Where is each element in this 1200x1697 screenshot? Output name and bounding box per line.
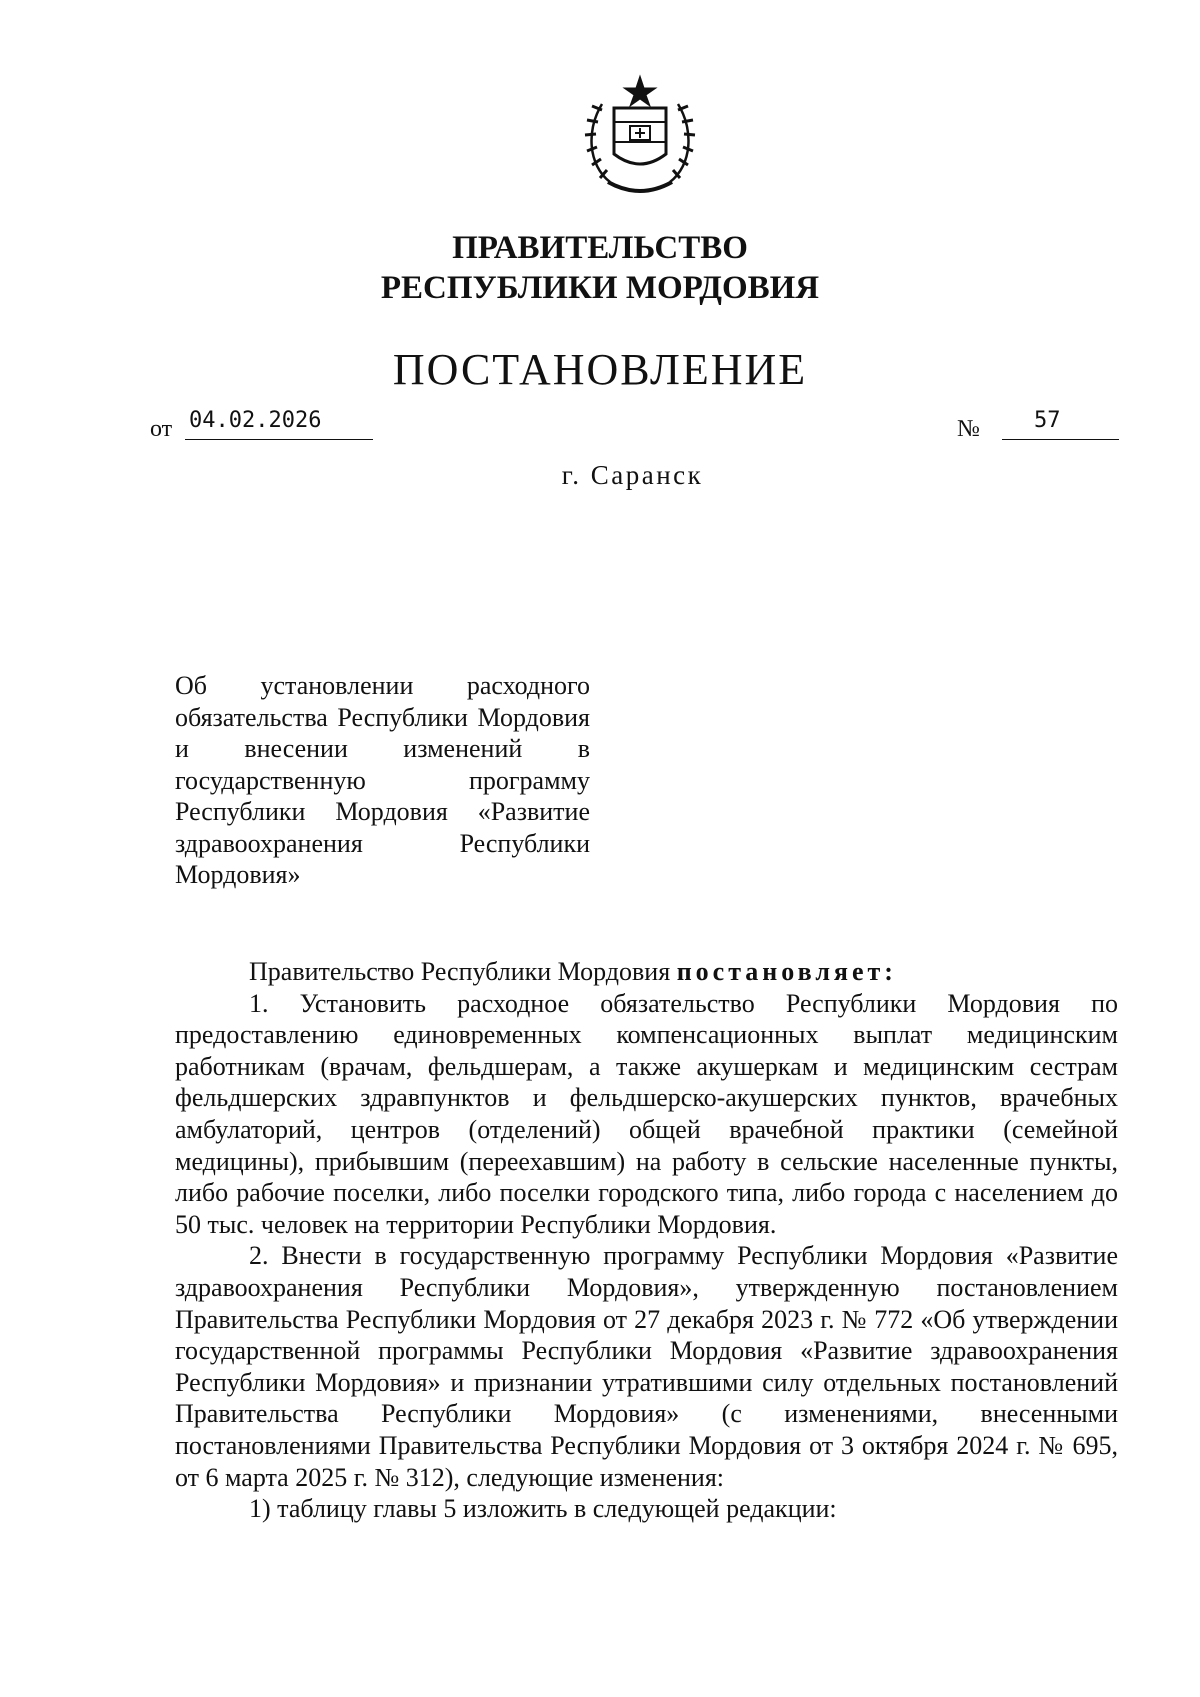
number-value: 57 [1034,408,1061,433]
number-field [1002,408,1119,440]
intro-verb: постановляет: [676,957,897,986]
intro-text: Правительство Республики Мордовия [249,957,677,986]
coat-of-arms-emblem [580,70,700,208]
paragraph-2: 2. Внести в государственную программу Республики Мордовия «Развитие здравоохранения Республики Мордовия», утвержденную постановлением Правительства Республики Мордовия от 27 декабря 2023 г. № 772 «Об утверждении государственной программы Республики Мордовия «Развитие здравоохранения Республики Мордовия» и признании утратившими силу отдельных постановлений Правительства Республики Мордовия» (с изменениями, внесенными постановлениями Правительства Республики Мордовия от 3 октября 2024 г. № 695, от 6 марта 2025 г. № 312), следующие изменения: [175,1241,1118,1492]
paragraph-1: 1. Установить расходное обязательство Республики Мордовия по предоставлению единовременных компенсационных выплат медицинским работникам (врачам, фельдшерам, а также акушеркам и медицинским сестрам фельдшерских здравпунктов и фельдшерско-акушерских пунктов, врачебных амбулаторий, центров (отделений) общей врачебной практики (семейной медицины), прибывшим (переехавшим) на работу в сельские населенные пункты, либо рабочие поселки, либо поселки городского типа, либо города с населением до 50 тыс. человек на территории Республики Мордовия. [175,988,1118,1239]
document-subject: Об установлении расходного обязательства Республики Мордовия и внесении изменений в государственную программу Республики Мордовия «Развитие здравоохранения Республики Мордовия» [175,671,590,889]
city: г. Саранск [561,460,704,490]
document-body [175,956,1118,1525]
date-field [185,408,373,440]
government-title-line1: ПРАВИТЕЛЬСТВО [452,230,748,266]
date-label: от [150,416,173,442]
government-title-line2: РЕСПУБЛИКИ МОРДОВИЯ [380,270,820,306]
number-label: № [957,416,980,442]
intro-paragraph [175,956,1118,988]
paragraph-3: 1) таблицу главы 5 изложить в следующей редакции: [249,1494,837,1524]
document-type: ПОСТАНОВЛЕНИЕ [392,345,808,394]
date-value: 04.02.2026 [189,408,322,433]
